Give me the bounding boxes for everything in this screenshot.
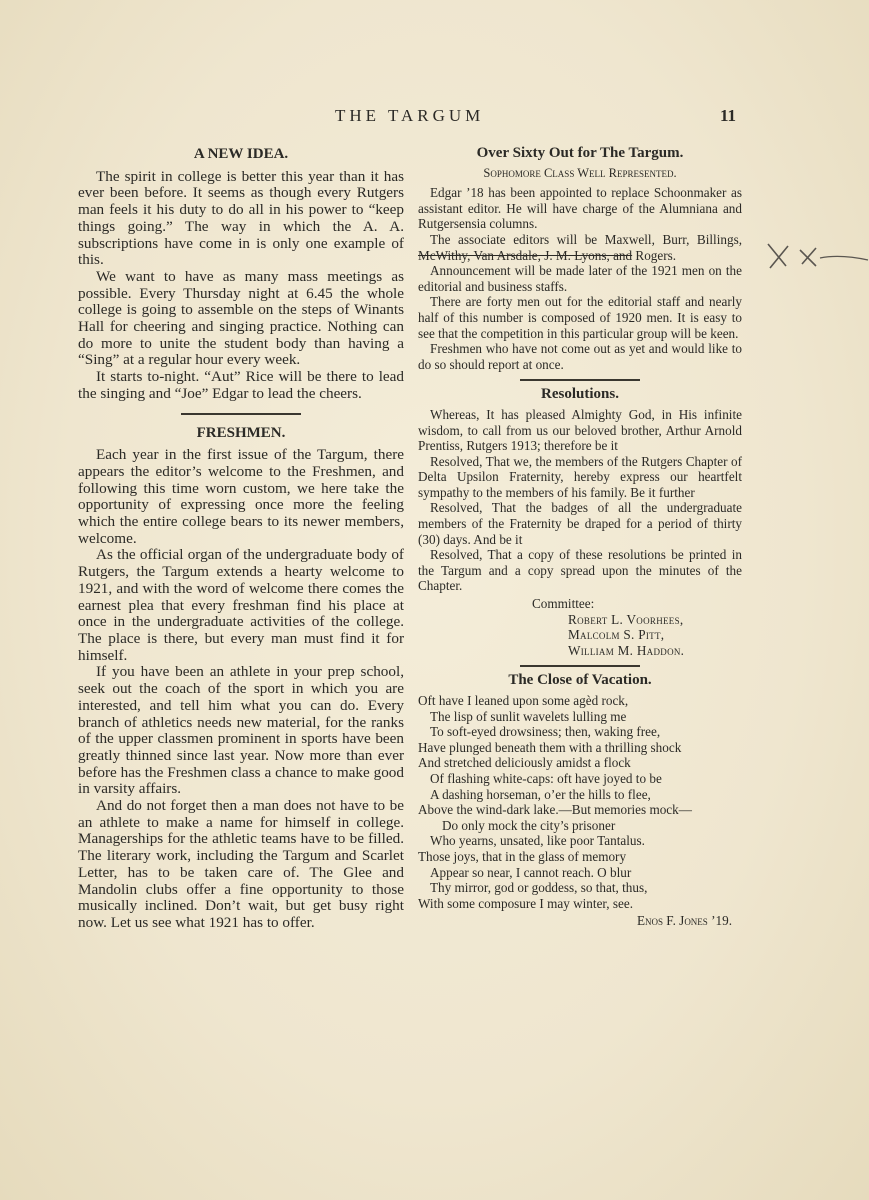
committee-member: Robert L. Voorhees, bbox=[568, 611, 684, 627]
running-title: THE TARGUM bbox=[335, 106, 485, 125]
resolution-whereas: Whereas, It has pleased Almighty God, in His infinite wisdom, to call from us our beloved brother, Arthur Arnold Prentiss, Rutgers 1913; therefore be it bbox=[418, 406, 742, 454]
poem-line: Oft have I leaned upon some agèd rock, bbox=[418, 693, 629, 708]
resolutions-heading: Resolutions. bbox=[541, 386, 619, 403]
sixty-paragraph-5: Freshmen who have not come out as yet and would like to do so should report at once. bbox=[418, 341, 742, 372]
sixty-paragraph-3: Announcement will be made later of the 1921 men on the editorial and business staffs. bbox=[418, 263, 742, 294]
sixty-heading: Over Sixty Out for The Targum. bbox=[476, 145, 684, 161]
freshmen-heading: FRESHMEN. bbox=[196, 424, 286, 441]
poem-line: With some composure I may winter, see. bbox=[418, 895, 634, 911]
poem-line: And stretched deliciously amidst a flock bbox=[418, 755, 631, 771]
poem-line: Thy mirror, god or goddess, so that, thus, bbox=[430, 880, 648, 896]
committee-label: Committee: bbox=[532, 596, 595, 612]
committee-member: Malcolm S. Pitt, bbox=[568, 627, 665, 643]
struck-names: McWithy, Van Arsdale, J. M. Lyons, and bbox=[418, 247, 633, 263]
section-divider bbox=[181, 413, 301, 415]
freshmen-paragraph-4: And do not forget then a man does not have to be an athlete to make a name for himself in college. Managerships for the athletic teams have to be filled. The literary work, including the Targum and Scarlet Letter, has to be taken care of. The Glee and Mandolin clubs offer a fine opportunity to those musically inclined. Don’t wait, but get busy right now. Let us see what 1921 has to offer. bbox=[78, 797, 404, 931]
poem-line: A dashing horseman, o’er the hills to flee, bbox=[430, 786, 651, 802]
sixty-p2-after: Rogers. bbox=[632, 247, 677, 263]
section-divider bbox=[520, 379, 640, 381]
sixty-p2-before: The associate editors will be Maxwell, Burr, Billings, bbox=[430, 231, 742, 247]
sixty-paragraph-1: Edgar ’18 has been appointed to replace Schoonmaker as assistant editor. He will have charge of the Alumniana and Rutgersensia columns. bbox=[418, 185, 742, 232]
resolution-1: Resolved, That we, the members of the Rutgers Chapter of Delta Upsilon Fraternity, hereby express our heartfelt sympathy to the members of his family. Be it further bbox=[418, 453, 742, 500]
new-idea-paragraph-2: We want to have as many mass meetings as possible. Every Thursday night at 6.45 the whole college is going to assemble on the steps of Winants Hall for cheering and singing practice. Nothing can do more to unite the student body than having a “Sing” at a regular hour every week. bbox=[78, 267, 404, 369]
poem-line: Who yearns, unsated, like poor Tantalus. bbox=[430, 833, 645, 849]
poem-line: The lisp of sunlit wavelets lulling me bbox=[430, 708, 627, 724]
freshmen-paragraph-1: Each year in the first issue of the Targum, there appears the editor’s welcome to the Freshmen, and following this time worn custom, we here take the opportunity of expressing once more the feeling which the entire college bears to its newer members, welcome. bbox=[78, 446, 404, 547]
sixty-subheading: Sophomore Class Well Represented. bbox=[483, 165, 677, 180]
freshmen-paragraph-3: If you have been an athlete in your prep school, seek out the coach of the sport in which you are interested, and tell him what you can do. Every branch of athletics needs new material, for the ranks of the upper classmen prominent in sports have been greatly thinned since last year. Now more than ever before has the Freshmen class a chance to make good in varsity affairs. bbox=[78, 663, 404, 798]
running-head bbox=[0, 106, 869, 128]
section-divider bbox=[520, 665, 640, 667]
sixty-paragraph-2 bbox=[418, 232, 742, 263]
right-column bbox=[418, 146, 742, 929]
poem-line: Do only mock the city’s prisoner bbox=[442, 817, 616, 833]
freshmen-paragraph-2: As the official organ of the undergraduate body of Rutgers, the Targum extends a hearty welcome to 1921, and with the word of welcome there comes the earnest plea that every freshman find his place at once in the undergraduate activities of the college. The place is there, but every man must find it for himself. bbox=[78, 546, 404, 664]
resolution-3: Resolved, That a copy of these resolutions be printed in the Targum and a copy spread upon the minutes of the Chapter. bbox=[418, 547, 742, 594]
sixty-paragraph-4: There are forty men out for the editorial staff and nearly half of this number is composed of 1920 men. It is easy to see that the competition in this particular group will be keen. bbox=[418, 294, 742, 341]
committee-member: William M. Haddon. bbox=[568, 642, 685, 658]
new-idea-paragraph-3: It starts to-night. “Aut” Rice will be there to lead the singing and “Joe” Edgar to lead the cheers. bbox=[78, 368, 404, 402]
resolution-2: Resolved, That the badges of all the undergraduate members of the Fraternity be draped for a period of thirty (30) days. And be it bbox=[418, 500, 742, 547]
poem-author: Enos F. Jones ’19. bbox=[636, 913, 732, 929]
new-idea-heading: A NEW IDEA. bbox=[193, 146, 289, 162]
poem-line: To soft-eyed drowsiness; then, waking free, bbox=[430, 724, 661, 740]
page-number: 11 bbox=[720, 106, 737, 125]
poem-heading: The Close of Vacation. bbox=[508, 672, 652, 689]
poem-line: Those joys, that in the glass of memory bbox=[418, 848, 627, 864]
handwritten-marks bbox=[760, 236, 869, 276]
poem-line: Have plunged beneath them with a thrilling shock bbox=[418, 739, 682, 755]
left-column bbox=[78, 143, 404, 932]
new-idea-paragraph-1: The spirit in college is better this year than it has ever been before. It seems as though every Rutgers man feels it his duty to do all in his power to “keep things going.” The way in which the A. A. subscriptions have come in is only one example of this. bbox=[78, 167, 404, 269]
poem-line: Of flashing white-caps: oft have joyed to be bbox=[430, 770, 662, 786]
poem-line: Appear so near, I cannot reach. O blur bbox=[430, 864, 632, 880]
poem-line: Above the wind-dark lake.—But memories mock— bbox=[418, 802, 692, 818]
